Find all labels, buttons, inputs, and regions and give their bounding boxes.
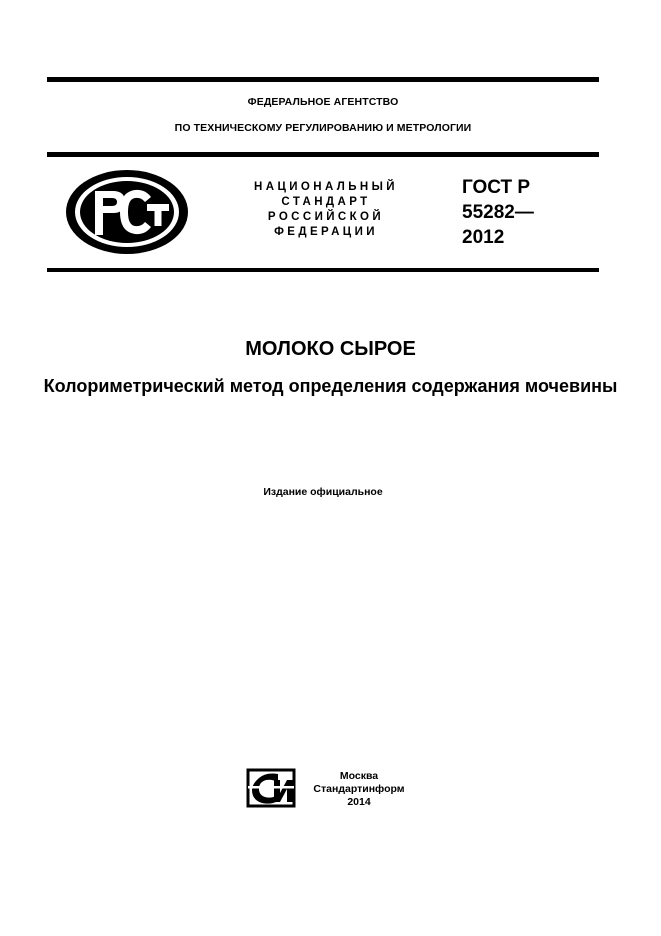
- edition-note: Издание официальное: [263, 486, 383, 498]
- national-standard-line: СТАНДАРТ: [281, 196, 371, 208]
- document-subtitle: Колориметрический метод определения содержания мочевины: [43, 376, 618, 396]
- publication-year: 2014: [347, 796, 371, 808]
- national-standard-line: ФЕДЕРАЦИИ: [274, 226, 378, 238]
- designation-line: ГОСТ Р: [462, 177, 531, 198]
- document-title: МОЛОКО СЫРОЕ: [245, 338, 416, 360]
- national-standard-label: [226, 180, 426, 240]
- publisher-name: Стандартинформ: [313, 783, 405, 795]
- rst-logo-icon: [65, 169, 189, 255]
- header-rule: [47, 152, 599, 157]
- publisher-info: [302, 770, 416, 809]
- standartinform-logo-icon: [244, 766, 298, 810]
- publisher-city: Москва: [339, 770, 379, 782]
- standard-designation: [462, 175, 534, 250]
- designation-line: 2012: [462, 227, 505, 248]
- agency-name-line-2: ПО ТЕХНИЧЕСКОМУ РЕГУЛИРОВАНИЮ И МЕТРОЛОГИИ: [174, 122, 472, 134]
- section-rule: [47, 268, 599, 272]
- top-rule: [47, 77, 599, 82]
- agency-name-line-1: ФЕДЕРАЛЬНОЕ АГЕНТСТВО: [247, 96, 399, 108]
- designation-line: 55282—: [462, 202, 534, 223]
- national-standard-line: РОССИЙСКОЙ: [267, 211, 385, 223]
- national-standard-line: НАЦИОНАЛЬНЫЙ: [254, 181, 398, 193]
